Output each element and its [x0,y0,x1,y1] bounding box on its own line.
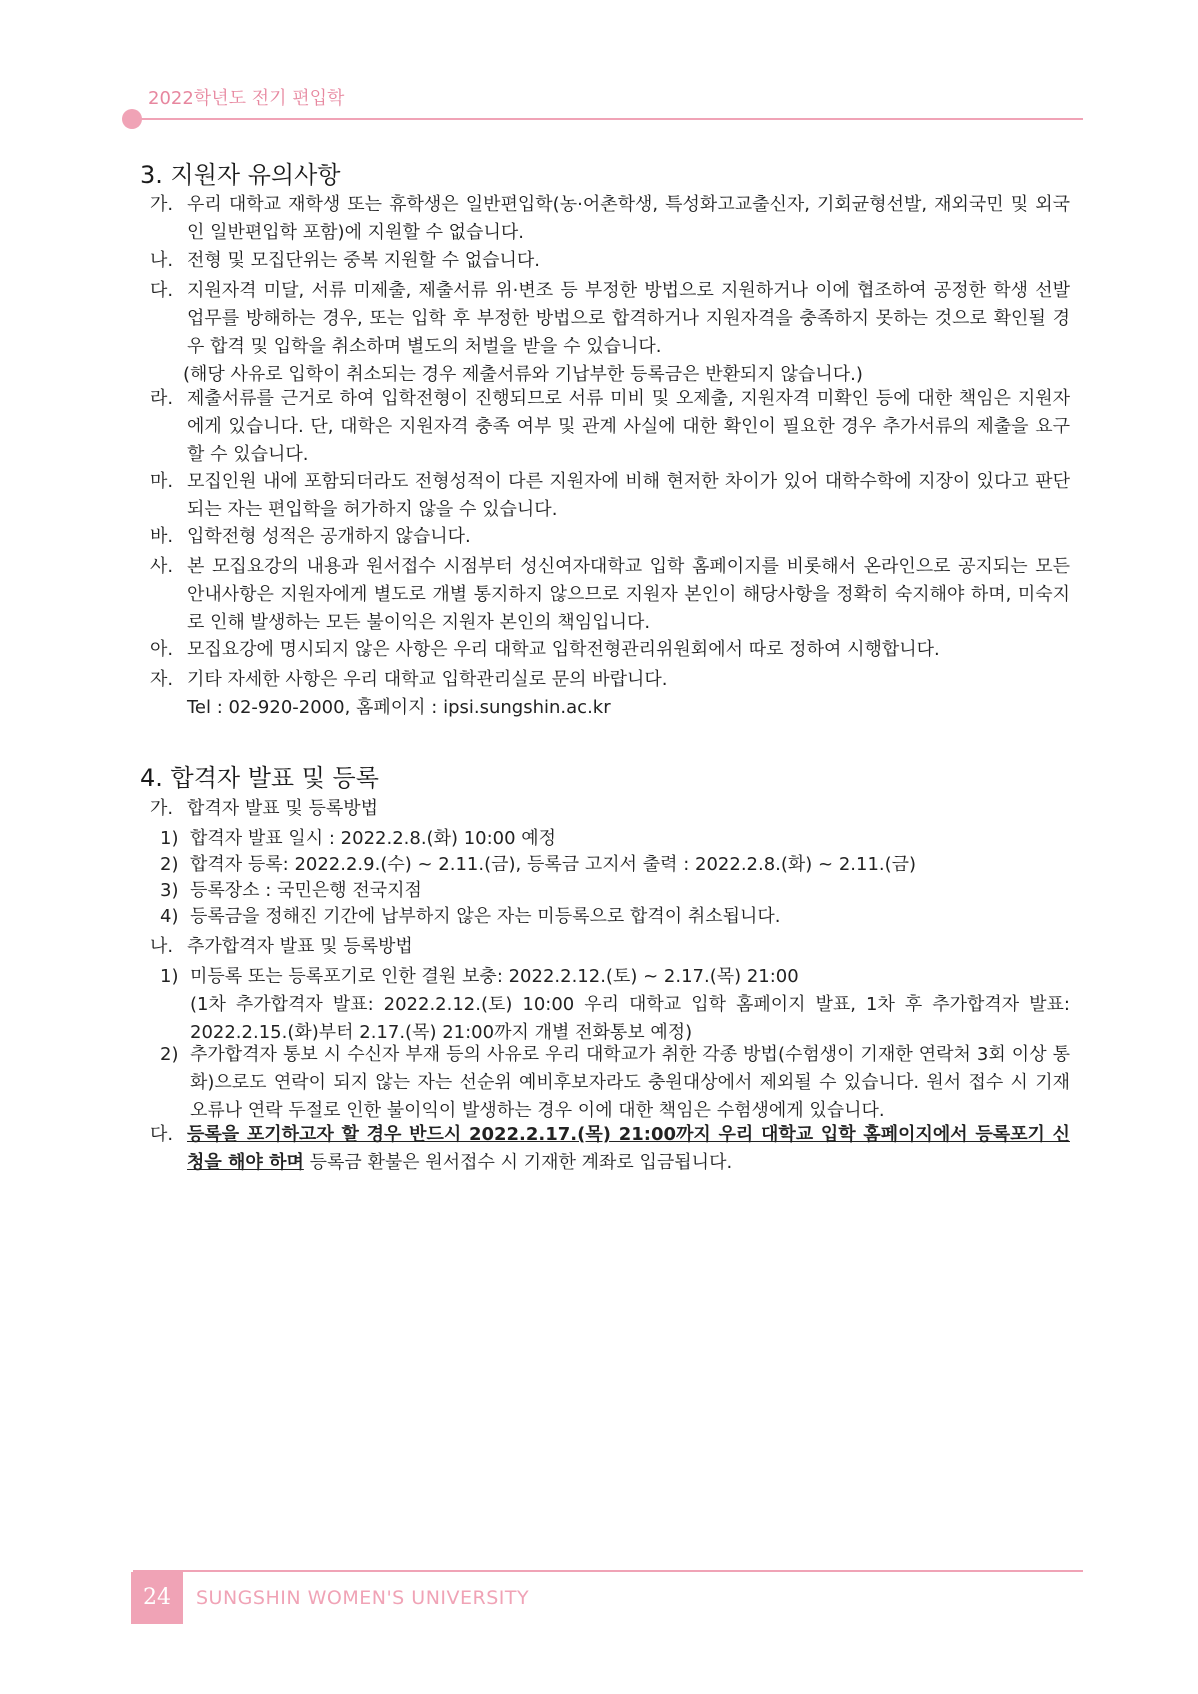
sub-marker: 2) [160,854,179,875]
item-marker: 아. [150,639,174,660]
section-4-title: 4. 합격자 발표 및 등록 [140,764,379,792]
sub-text: 합격자 등록: 2022.2.9.(수) ~ 2.11.(금), 등록금 고지서 출력 : 2022.2.8.(화) ~ 2.11.(금) [190,854,917,875]
sub-item [160,851,1070,879]
footer-university: SUNGSHIN WOMEN'S UNIVERSITY [196,1587,530,1609]
sub-marker: 4) [160,906,179,927]
sub-text: 미등록 또는 등록포기로 인한 결원 보충: 2022.2.12.(토) ~ 2.17.(목) 21:00 [190,966,799,987]
contact-info: Tel : 02-920-2000, 홈페이지 : ipsi.sungshin.ac.kr [187,697,611,718]
section-3-item-a [150,636,1070,664]
sub-item [160,825,1070,853]
item-marker: 가. [150,798,174,819]
sub-item [160,963,1070,1047]
section-3-item-na [150,247,1070,275]
section-3-item-ma [150,468,1070,524]
section-3-item-da [150,277,1070,389]
item-text: 지원자격 미달, 서류 미제출, 제출서류 위·변조 등 부정한 방법으로 지원하거나 이에 협조하여 공정한 학생 선발 업무를 방해하는 경우, 또는 입학 후 부정한 방법으로 합격하거나 지원자격을 충족하지 못하는 것으로 확인될 경우 합격 및 입학을 취소하며 별도의 처벌을 받을 수 있습니다. [187,280,1070,357]
section-3-item-ga [150,191,1070,247]
footer-rule [133,1570,1083,1572]
section-3-item-ra [150,385,1070,469]
item-text: 본 모집요강의 내용과 원서접수 시점부터 성신여자대학교 입학 홈페이지를 비롯해서 온라인으로 공지되는 모든 안내사항은 지원자에게 별도로 개별 통지하지 않으므로 지원자 본인이 해당사항을 정확히 숙지해야 하며, 미숙지로 인해 발생하는 모든 불이익은 지원자 본인의 책임입니다. [187,556,1070,633]
item-text: 기타 자세한 사항은 우리 대학교 입학관리실로 문의 바랍니다. [187,669,668,690]
item-note: (해당 사유로 입학이 취소되는 경우 제출서류와 기납부한 등록금은 반환되지 않습니다.) [183,364,863,385]
item-marker: 사. [150,556,174,577]
section-3-item-ba [150,523,1070,551]
item-text: 우리 대학교 재학생 또는 휴학생은 일반편입학(농·어촌학생, 특성화고교출신자, 기회균형선발, 재외국민 및 외국인 일반편입학 포함)에 지원할 수 없습니다. [187,194,1070,243]
sub-text: 추가합격자 통보 시 수신자 부재 등의 사유로 우리 대학교가 취한 각종 방법(수험생이 기재한 연락처 3회 이상 통화)으로도 연락이 되지 않는 자는 선순위 예비후보자라도 충원대상에서 제외될 수 있습니다. 원서 접수 시 기재 오류나 연락 두절로 인한 불이익이 발생하는 경우 이에 대한 책임은 수험생에게 있습니다. [190,1044,1070,1121]
item-text: 제출서류를 근거로 하여 입학전형이 진행되므로 서류 미비 및 오제출, 지원자격 미확인 등에 대한 책임은 지원자에게 있습니다. 단, 대학은 지원자격 충족 여부 및 관계 사실에 대한 확인이 필요한 경우 추가서류의 제출을 요구할 수 있습니다. [187,388,1070,465]
item-marker: 자. [150,669,174,690]
item-text: 모집인원 내에 포함되더라도 전형성적이 다른 지원자에 비해 현저한 차이가 있어 대학수학에 지장이 있다고 판단되는 자는 편입학을 허가하지 않을 수 있습니다. [187,471,1070,520]
item-marker: 나. [150,936,174,957]
section-3-title: 3. 지원자 유의사항 [140,161,341,189]
section-3-item-sa [150,553,1070,637]
sub-note: (1차 추가합격자 발표: 2022.2.12.(토) 10:00 우리 대학교 입학 홈페이지 발표, 1차 후 추가합격자 발표: 2022.2.15.(화)부터 2.17.(목) 21:00까지 개별 전화통보 예정) [190,994,1070,1043]
section-4-item-na [150,933,1070,961]
item-marker: 다. [150,280,174,301]
item-text: 합격자 발표 및 등록방법 [187,798,379,819]
sub-text: 등록금을 정해진 기간에 납부하지 않은 자는 미등록으로 합격이 취소됩니다. [190,906,781,927]
item-text: 전형 및 모집단위는 중복 지원할 수 없습니다. [187,250,541,271]
page-number: 24 [131,1572,183,1624]
item-marker: 나. [150,250,174,271]
item-marker: 바. [150,526,174,547]
item-text: 입학전형 성적은 공개하지 않습니다. [187,526,471,547]
sub-marker: 2) [160,1044,179,1065]
item-text [150,1121,1070,1177]
item-text: 모집요강에 명시되지 않은 사항은 우리 대학교 입학전형관리위원회에서 따로 정하여 시행합니다. [187,639,940,660]
sub-marker: 1) [160,966,179,987]
emphasis-text: 등록을 포기하고자 할 경우 반드시 2022.2.17.(목) 21:00까지 우리 대학교 입학 홈페이지에서 등록포기 신청을 해야 하며 [187,1124,1070,1173]
section-4-item-ga [150,795,1070,823]
sub-item [160,877,1070,905]
item-text: 추가합격자 발표 및 등록방법 [187,936,413,957]
sub-marker: 1) [160,828,179,849]
item-marker: 마. [150,471,174,492]
sub-text: 등록장소 : 국민은행 전국지점 [190,880,422,901]
item-marker: 가. [150,194,174,215]
sub-marker: 3) [160,880,179,901]
sub-item [160,903,1070,931]
header-rule [133,118,1083,120]
item-marker: 다. [150,1124,174,1145]
sub-item [160,1041,1070,1125]
sub-text: 합격자 발표 일시 : 2022.2.8.(화) 10:00 예정 [190,828,557,849]
item-marker: 라. [150,388,174,409]
refund-text: 등록금 환불은 원서접수 시 기재한 계좌로 입금됩니다. [303,1152,733,1173]
section-4-item-da [150,1121,1070,1177]
header-title: 2022학년도 전기 편입학 [148,88,345,109]
section-3-item-ja [150,666,1070,722]
